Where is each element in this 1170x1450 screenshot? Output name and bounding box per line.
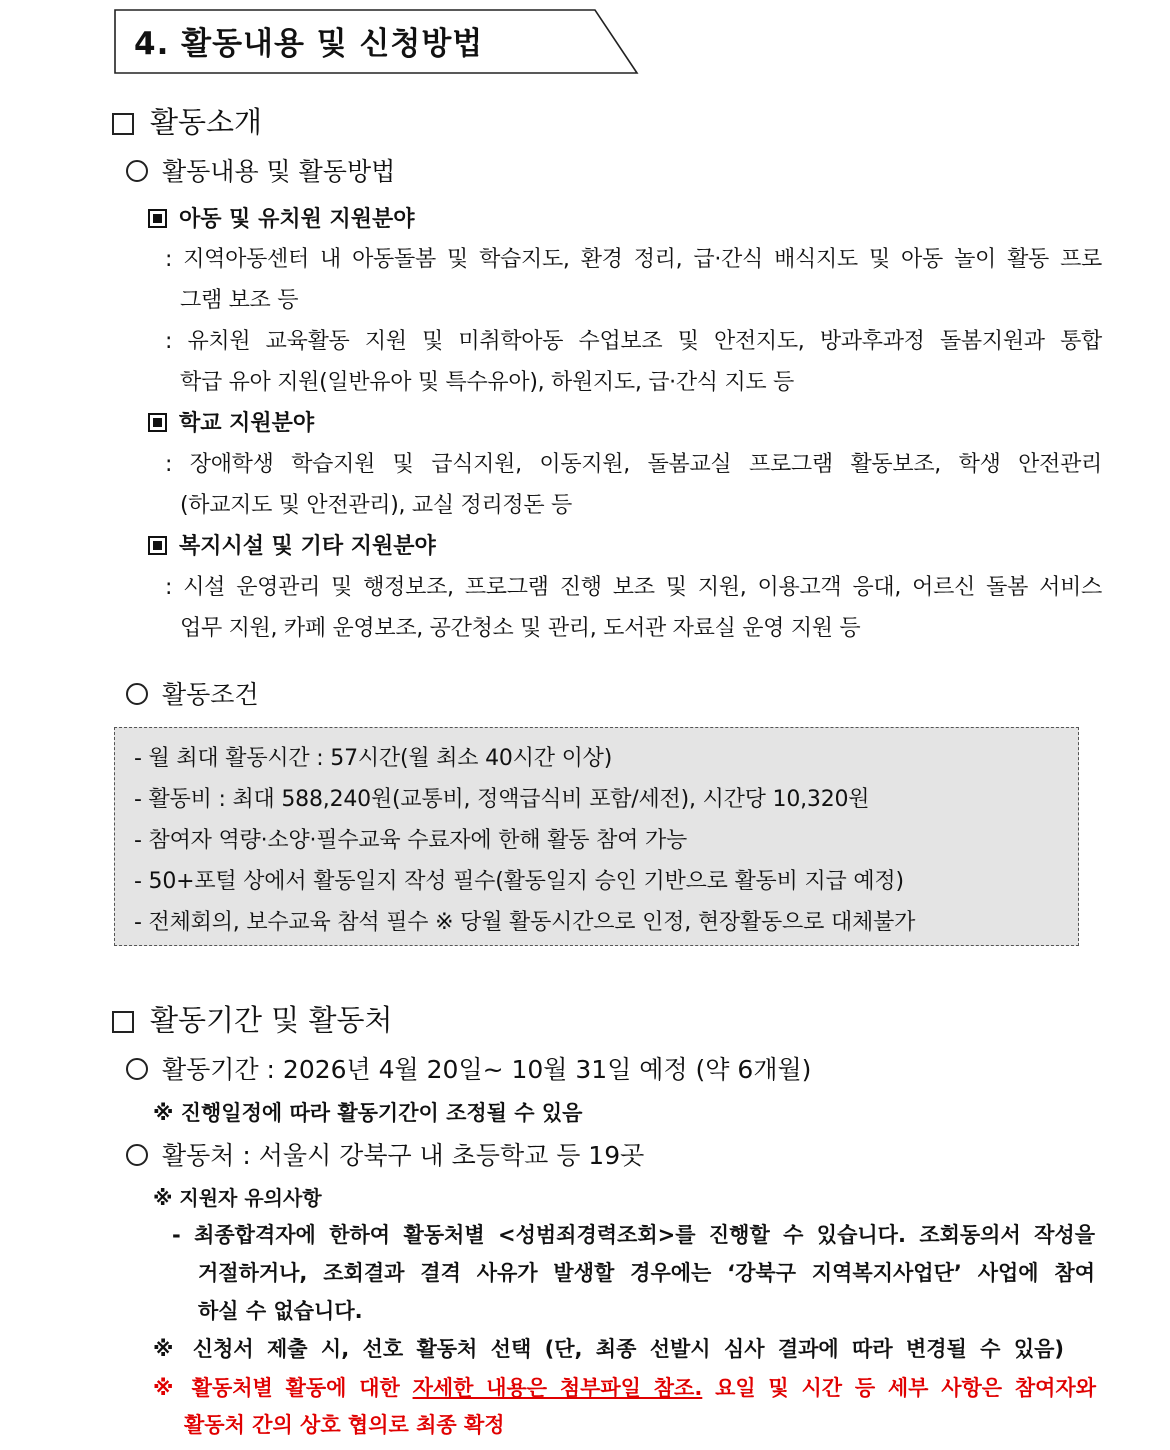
period-note: ※ 진행일정에 따라 활동기간이 조정될 수 있음 bbox=[153, 1101, 583, 1125]
circle-bullet-icon bbox=[126, 683, 148, 705]
notice-line: 하실 수 없습니다. bbox=[198, 1299, 363, 1323]
period-line: 활동기간 : 2026년 4월 20일~ 10월 31일 예정 (약 6개월) bbox=[126, 1050, 811, 1086]
condition-item: - 참여자 역량·소양·필수교육 수료자에 한해 활동 참여 가능 bbox=[134, 828, 688, 853]
condition-item: - 월 최대 활동시간 : 57시간(월 최소 40시간 이상) bbox=[134, 746, 613, 771]
red-note-line2: 활동처 간의 상호 협의로 최종 확정 bbox=[184, 1413, 505, 1437]
notice-line: 거절하거나, 조회결과 결격 사유가 발생할 경우에는 ‘강북구 지역복지사업단’ 사업에 참여 bbox=[198, 1261, 1095, 1285]
circle-bullet-icon bbox=[126, 1058, 148, 1080]
circle-bullet-icon bbox=[126, 160, 148, 182]
field-line: : 시설 운영관리 및 행정보조, 프로그램 진행 보조 및 지원, 이용고객 응대, 어르신 돌봄 서비스 bbox=[165, 575, 1102, 600]
field-title: 학교 지원분야 bbox=[148, 406, 314, 437]
empty-square-icon bbox=[112, 1011, 134, 1033]
filled-square-icon bbox=[148, 209, 167, 228]
notice-title: ※ 지원자 유의사항 bbox=[153, 1186, 322, 1210]
conditions-heading: 활동조건 bbox=[126, 675, 259, 711]
empty-square-icon bbox=[112, 113, 134, 135]
notice-line: - 최종합격자에 한하여 활동처별 <성범죄경력조회>를 진행할 수 있습니다. 조회동의서 작성을 bbox=[172, 1223, 1095, 1247]
field-line: : 유치원 교육활동 지원 및 미취학아동 수업보조 및 안전지도, 방과후과정 돌봄지원과 통합 bbox=[165, 329, 1102, 354]
field-line: : 지역아동센터 내 아동돌봄 및 학습지도, 환경 정리, 급·간식 배식지도 및 아동 놀이 활동 프로 bbox=[165, 247, 1102, 272]
field-line: 학급 유아 지원(일반유아 및 특수유아), 하원지도, 급·간식 지도 등 bbox=[180, 370, 794, 395]
content-heading: 활동내용 및 활동방법 bbox=[126, 152, 395, 188]
field-line: (하교지도 및 안전관리), 교실 정리정돈 등 bbox=[180, 493, 572, 518]
apply-note: ※ 신청서 제출 시, 선호 활동처 선택 (단, 최종 선발시 심사 결과에 따라 변경될 수 있음) bbox=[153, 1337, 1064, 1361]
red-note: ※ 활동처별 활동에 대한 자세한 내용은 첨부파일 참조. 요일 및 시간 등 세부 사항은 참여자와 bbox=[153, 1376, 1097, 1400]
circle-bullet-icon bbox=[126, 1144, 148, 1166]
filled-square-icon bbox=[148, 413, 167, 432]
field-line: : 장애학생 학습지원 및 급식지원, 이동지원, 돌봄교실 프로그램 활동보조, 학생 안전관리 bbox=[165, 452, 1102, 477]
field-title: 복지시설 및 기타 지원분야 bbox=[148, 529, 436, 560]
condition-item: - 전체회의, 보수교육 참석 필수 ※ 당월 활동시간으로 인정, 현장활동으로 대체불가 bbox=[134, 910, 916, 935]
field-title: 아동 및 유치원 지원분야 bbox=[148, 202, 415, 233]
condition-item: - 50+포털 상에서 활동일지 작성 필수(활동일지 승인 기반으로 활동비 지급 예정) bbox=[134, 869, 904, 894]
intro-heading: 활동소개 bbox=[112, 100, 262, 141]
field-line: 업무 지원, 카페 운영보조, 공간청소 및 관리, 도서관 자료실 운영 지원 등 bbox=[180, 616, 861, 641]
period-heading: 활동기간 및 활동처 bbox=[112, 998, 393, 1039]
condition-item: - 활동비 : 최대 588,240원(교통비, 정액급식비 포함/세전), 시간당 10,320원 bbox=[134, 787, 870, 812]
filled-square-icon bbox=[148, 536, 167, 555]
attachment-reference: 자세한 내용은 첨부파일 참조. bbox=[412, 1376, 703, 1400]
place-line: 활동처 : 서울시 강북구 내 초등학교 등 19곳 bbox=[126, 1136, 644, 1172]
field-line: 그램 보조 등 bbox=[180, 288, 299, 313]
section-title: 4. 활동내용 및 신청방법 bbox=[134, 26, 484, 62]
